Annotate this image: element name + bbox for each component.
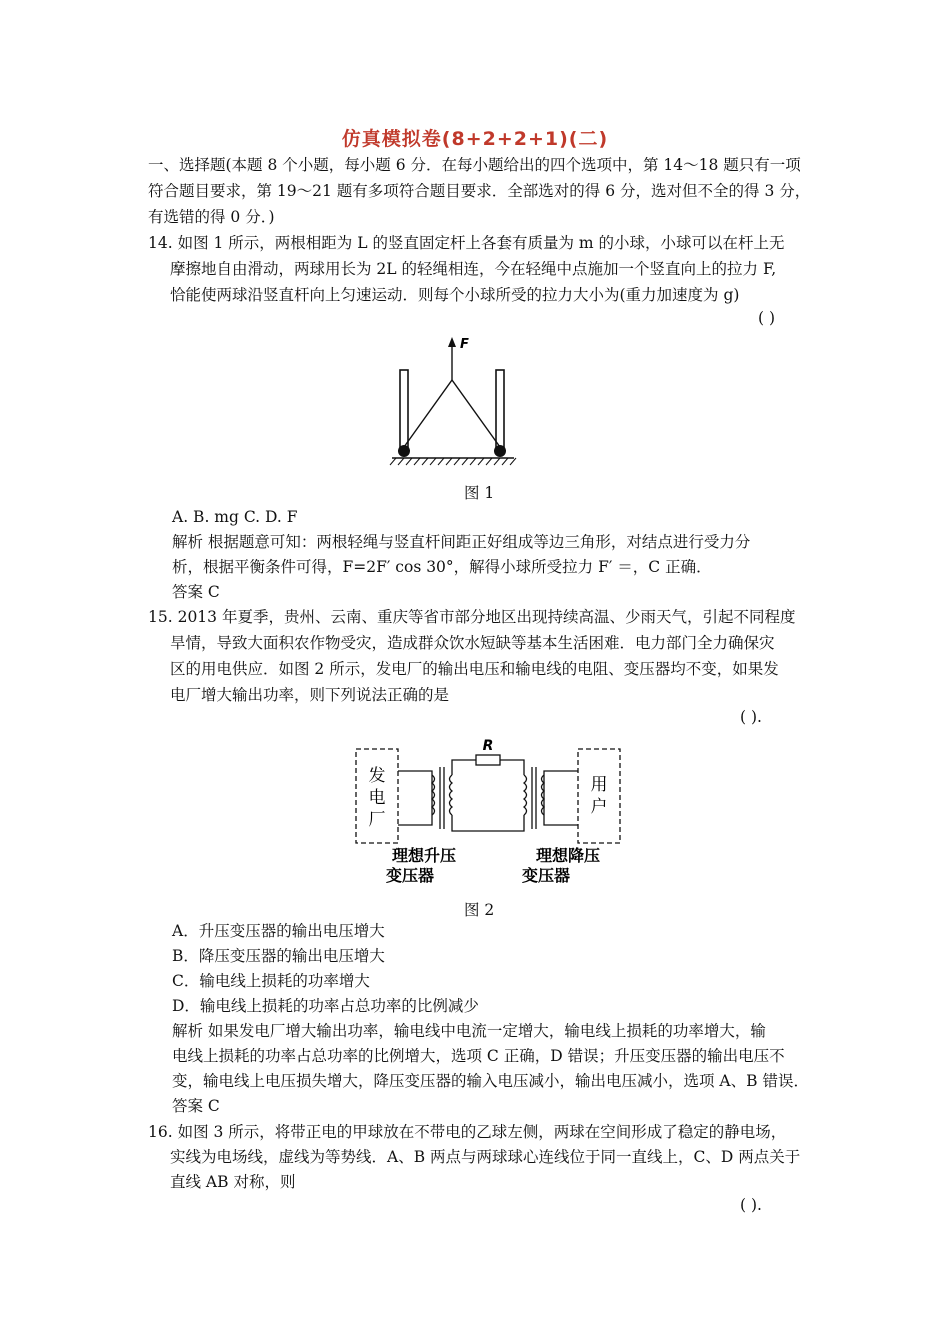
section-instructions-line-2: 符合题目要求，第 19～21 题有多项符合题目要求．全部选对的得 6 分，选对但不全的得 3 分， xyxy=(148,182,811,200)
step-down-label-2: 变压器 xyxy=(521,866,571,885)
right-rope xyxy=(452,380,500,447)
power-plant-label-2: 电 xyxy=(368,788,386,808)
resistor-label: R xyxy=(482,738,494,754)
q15-stem-line-4: 电厂增大输出功率，则下列说法正确的是 xyxy=(170,686,450,704)
user-label-2: 户 xyxy=(590,797,608,817)
force-arrowhead xyxy=(448,337,456,347)
user-box xyxy=(578,749,620,843)
step-down-primary-coil xyxy=(524,775,527,815)
right-ball xyxy=(494,445,506,457)
page-title: 仿真模拟卷(8+2+2+1)(二) xyxy=(341,128,609,150)
q15-option-d: D．输电线上损耗的功率占总功率的比例减少 xyxy=(172,997,479,1015)
q15-stem-line-3: 区的用电供应．如图 2 所示，发电厂的输出电压和输电线的电阻、变压器均不变，如果发 xyxy=(170,660,779,678)
q15-stem-line-2: 旱情，导致大面积农作物受灾，造成群众饮水短缺等基本生活困难．电力部门全力确保灾 xyxy=(170,634,775,652)
figure-1-rods-diagram xyxy=(388,335,528,470)
line-top-right xyxy=(500,760,524,775)
q16-stem-line-1: 16. 如图 3 所示，将带正电的甲球放在不带电的乙球左侧，两球在空间形成了稳定的静电场， xyxy=(148,1123,787,1141)
q15-analysis-line-2: 电线上损耗的功率占总功率的比例增大，选项 C 正确，D 错误；升压变压器的输出电压不 xyxy=(172,1047,785,1065)
figure-2-power-transmission-diagram xyxy=(352,735,622,885)
q14-analysis-line-1: 解析 根据题意可知：两根轻绳与竖直杆间距正好组成等边三角形，对结点进行受力分 xyxy=(172,533,751,551)
left-ball xyxy=(398,445,410,457)
figure-2-caption: 图 2 xyxy=(464,901,495,919)
q15-option-b: B．降压变压器的输出电压增大 xyxy=(172,947,385,965)
q14-answer: 答案 C xyxy=(172,583,220,601)
step-up-label-1: 理想升压 xyxy=(391,846,457,865)
user-label-1: 用 xyxy=(590,775,608,795)
plant-primary-wires xyxy=(398,771,432,825)
section-instructions-line-1: 一、选择题(本题 8 个小题，每小题 6 分．在每小题给出的四个选项中，第 14～18 题只有一项 xyxy=(148,156,801,174)
figure-1-caption: 图 1 xyxy=(464,484,495,502)
user-wires xyxy=(544,771,578,825)
q14-stem-line-2: 摩擦地自由滑动，两球用长为 2L 的轻绳相连，今在轻绳中点施加一个竖直向上的拉力 F, xyxy=(170,260,777,278)
q16-answer-blank: ( ). xyxy=(740,1196,762,1214)
section-instructions-line-3: 有选错的得 0 分．) xyxy=(148,208,275,226)
right-rod xyxy=(496,370,504,447)
q15-stem-line-1: 15. 2013 年夏季，贵州、云南、重庆等省市部分地区出现持续高温、少雨天气，引起不同程度 xyxy=(148,608,796,626)
power-plant-label-3: 厂 xyxy=(368,810,386,830)
left-rope xyxy=(404,380,452,447)
q14-stem-line-3: 恰能使两球沿竖直杆向上匀速运动．则每个小球所受的拉力大小为(重力加速度为 g) xyxy=(170,286,740,304)
step-up-label-2: 变压器 xyxy=(385,866,435,885)
line-top-left xyxy=(452,760,476,775)
q14-stem-line-1: 14. 如图 1 所示，两根相距为 L 的竖直固定杆上各套有质量为 m 的小球，小球可以在杆上无 xyxy=(148,234,785,252)
q14-answer-blank: ( ) xyxy=(758,309,776,327)
q14-options: A. B. mg C. D. F xyxy=(172,508,298,526)
left-rod xyxy=(400,370,408,447)
resistor xyxy=(476,755,500,765)
step-down-label-1: 理想降压 xyxy=(535,846,601,865)
ground-hatching xyxy=(390,458,516,465)
q15-analysis-line-3: 变，输电线上电压损失增大，降压变压器的输入电压减小，输出电压减小，选项 A、B 错误． xyxy=(172,1072,809,1090)
q15-option-a: A．升压变压器的输出电压增大 xyxy=(172,922,385,940)
step-up-secondary-coil xyxy=(450,775,453,815)
q16-stem-line-3: 直线 AB 对称，则 xyxy=(170,1173,296,1191)
q16-stem-line-2: 实线为电场线，虚线为等势线．A、B 两点与两球球心连线位于同一直线上，C、D 两点关于 xyxy=(170,1148,801,1166)
q15-answer: 答案 C xyxy=(172,1097,220,1115)
q15-answer-blank: ( ). xyxy=(740,708,762,726)
force-label: F xyxy=(460,337,469,352)
q15-analysis-line-1: 解析 如果发电厂增大输出功率，输电线中电流一定增大，输电线上损耗的功率增大，输 xyxy=(172,1022,766,1040)
q14-analysis-line-2: 析，根据平衡条件可得，F=2F′ cos 30°，解得小球所受拉力 F′ ＝，C 正确． xyxy=(172,558,712,576)
power-plant-label-1: 发 xyxy=(368,766,386,786)
line-bottom xyxy=(452,815,524,831)
q15-option-c: C．输电线上损耗的功率增大 xyxy=(172,972,370,990)
